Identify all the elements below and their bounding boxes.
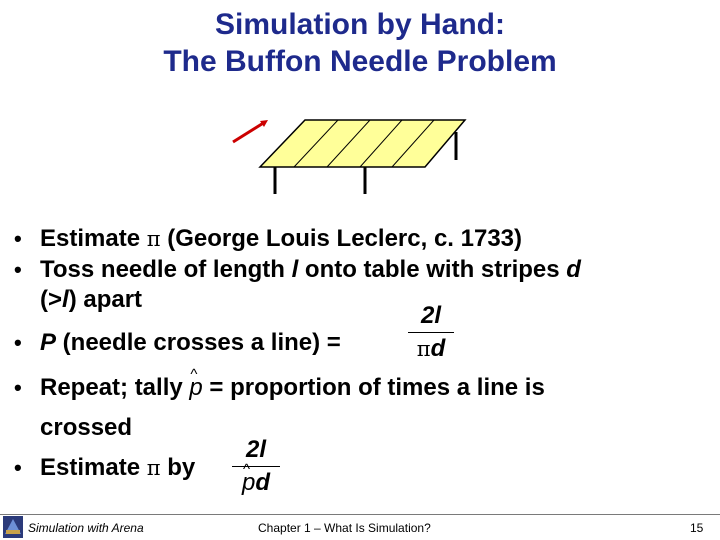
fraction-numerator: 2l [245, 436, 266, 463]
fraction-bar [232, 466, 280, 467]
fraction-numerator: 2l [420, 302, 441, 329]
bullet-text: ) apart [68, 286, 143, 313]
bullet-text: Toss needle of length [40, 256, 292, 283]
variable: l [291, 256, 299, 283]
slide-title [0, 6, 720, 80]
fraction-denominator: πd [416, 335, 446, 362]
bullet-dot: • [14, 330, 22, 355]
bullet-text: (George Louis Leclerc, c. 1733) [160, 225, 523, 252]
bullet-dot: • [14, 257, 22, 282]
estimate-formula [232, 436, 280, 496]
probability-formula [408, 302, 454, 363]
bullet-dot: • [14, 455, 22, 480]
bullet-text: = proportion of times a line is [202, 374, 545, 401]
buffon-table-illustration [220, 112, 480, 202]
variable: d [566, 256, 581, 283]
bullet-text: Estimate [40, 454, 147, 481]
bullet-text: (needle crosses a line) = [56, 329, 341, 356]
bullet-text: Estimate [40, 225, 147, 252]
footer-page-number: 15 [690, 521, 704, 535]
footer-book-title: Simulation with Arena [28, 521, 144, 535]
fraction-bar [408, 332, 454, 333]
bullet-text: crossed [40, 414, 133, 441]
pi-symbol: π [146, 456, 161, 480]
title-line-1: Simulation by Hand: [214, 8, 505, 41]
variable: P [40, 329, 57, 356]
bullet-dot: • [14, 375, 22, 400]
bullet-text: Repeat; tally [40, 374, 190, 401]
needle-icon [233, 122, 265, 142]
bullet-text: (> [40, 286, 63, 313]
fraction-denominator: ^ pd [232, 469, 280, 496]
footer-chapter: Chapter 1 – What Is Simulation? [258, 521, 431, 535]
bullet-text: by [160, 454, 196, 481]
bullet-dot: • [14, 226, 22, 251]
footer-divider [0, 514, 720, 515]
variable: l [62, 286, 69, 313]
title-line-2: The Buffon Needle Problem [163, 45, 557, 78]
table-top [260, 120, 465, 167]
pi-symbol: π [146, 227, 161, 251]
bullet-text: onto table with stripes [298, 256, 567, 283]
p-hat-symbol: ^ p [189, 373, 202, 402]
arena-logo-icon [3, 516, 23, 538]
